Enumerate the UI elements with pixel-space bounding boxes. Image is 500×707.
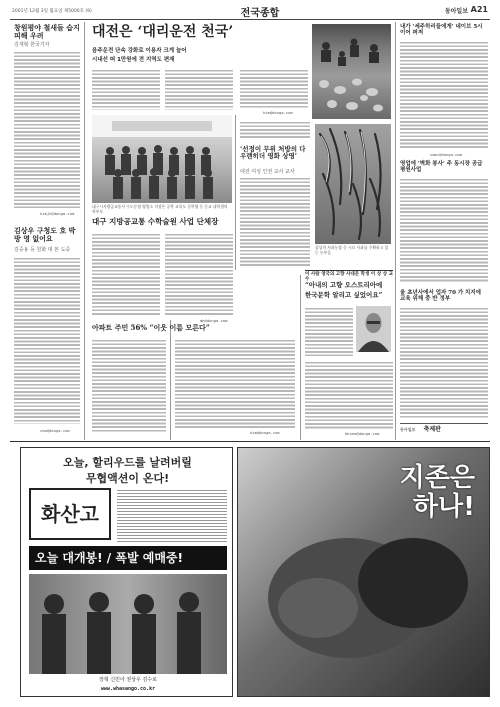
footer-brand: 축제판 (423, 426, 441, 433)
side-email: cmmi@donga.com (430, 152, 463, 157)
column-divider (84, 22, 85, 440)
whasango-ad[interactable] (20, 447, 233, 697)
portrait-art (356, 306, 391, 352)
side-body-3 (400, 306, 488, 418)
apt-headline: 아파트 주민 56% “이웃 이름 모른다” (92, 323, 210, 332)
ad-release-text: 오늘 대개봉! (35, 551, 103, 565)
left-headline-2: 김상우 구청도 호 박 방 영 없어요 (14, 226, 76, 244)
side-headline-1: 내가 ‘세주하리들에게’ 네이브 5시 이어 퍼져 (400, 24, 483, 37)
ad-credits-block (117, 488, 227, 544)
right-headline: ‘선정이 무위 처방의 다우렌히더 영화 상영’ (240, 145, 306, 161)
section-title: 전국종합 (240, 8, 280, 19)
side-body-1 (400, 40, 488, 150)
lead-body-col3 (240, 68, 308, 108)
left-email-2: cmo@donga.com (40, 428, 70, 433)
lead-headline: 대전은 ‘대리운전 천국’ (92, 24, 234, 40)
ad-tagline-1: 오늘, 할리우드를 날려버릴 (63, 456, 192, 469)
ad-cast-art (29, 574, 227, 674)
group-photo-caption: 대구시지방공교통사 수도동영 영업소 지장은 공학 교육도 중학영 등 등교 대학생의 학부모 (92, 204, 228, 214)
lead-email: kim@donga.com (263, 110, 293, 115)
ad-tagline-2: 무협액션이 온다! (85, 472, 170, 485)
interview-label: 이 사람 (305, 272, 320, 277)
lead-subhead-2: 시내선 떠 1만원에 전 지역도 편재 (92, 57, 175, 63)
mid-body-col2 (165, 232, 233, 316)
header-rule (10, 19, 490, 20)
apt-body-col2 (175, 338, 295, 428)
lead-body-col1 (92, 68, 160, 110)
publication-name: 동아일보 (444, 8, 468, 15)
ad-separator (10, 441, 490, 442)
left-body-text (14, 50, 80, 208)
peppers-photo-art (315, 124, 391, 244)
interview-email: bkseo@donga.com (345, 431, 380, 436)
group-photo-art (92, 115, 232, 203)
footer-publisher: 동아일보 (400, 427, 416, 432)
ad-release-banner: 오늘 대개봉! / 폭발 예매중! (29, 546, 227, 570)
left-byline: 김재형 한국기자 (14, 42, 50, 48)
ad-cast-photo (29, 574, 227, 674)
side-footer (400, 423, 488, 437)
interview-body (305, 360, 393, 430)
side-body-2 (400, 177, 488, 282)
column-divider (300, 275, 301, 440)
ad-cast-names: 장혁 신민아 권상우 김수로 (99, 677, 157, 683)
mid-body-col1 (92, 232, 160, 316)
apt-email: kim@donga.com (250, 430, 280, 435)
interview-portrait (356, 306, 391, 352)
left-headline: 창원평야 철새들 습지 피해 우려 (14, 23, 80, 41)
ad-slogan-2: 하나! (412, 491, 475, 522)
ad-reservation-text: 폭발 예매중! (115, 551, 183, 565)
interview-quote-1: “아내의 고향 오스트리아에 (305, 281, 383, 289)
right-byline: 대전 여성 인권 교사 교사 (240, 169, 295, 175)
column-divider (395, 22, 396, 440)
column-divider (170, 320, 171, 440)
harvest-photo (312, 24, 391, 119)
interview-intro (305, 306, 353, 356)
right-body-top (240, 120, 310, 140)
left-body-text-2 (14, 256, 80, 424)
page-header (10, 4, 490, 18)
lead-subhead: 음주운전 단속 강화로 이용자 크게 늘어 (92, 48, 187, 54)
side-headline-2: 영업에 ‘벽화 봉사’ 주 동시장 공급 평원사업 (400, 161, 483, 174)
peppers-photo (315, 124, 391, 244)
lead-body-col2 (165, 68, 233, 110)
column-divider (235, 115, 236, 270)
peppers-caption: 상상의 사과농장 등 시모 사과를 수확하고 있는 농부들 (315, 245, 389, 255)
mid-headline: 대구 지방공교통 수학술원 사업 단체장 (92, 217, 219, 226)
interview-quote-2: 한국문학 알리고 싶었어요” (305, 291, 383, 299)
side-headline-3: 울 초년사에서 업자 70 가 치지에 교육 위해 중 반 정부 (400, 290, 481, 303)
page-number: A21 (470, 5, 488, 14)
left-email: kimjh@donga.com (40, 211, 75, 216)
group-photo (92, 115, 232, 203)
apt-body-col1 (92, 338, 166, 433)
issue-date: 2001년 12월 3일 월요일 제5000호 (9) (12, 9, 92, 14)
left-byline-2: 김중용 등 원화 대 본 도중 (14, 247, 71, 253)
ad-slogan (400, 464, 475, 521)
ad-url[interactable]: www.whasango.co.kr (100, 686, 156, 692)
right-body (240, 176, 310, 266)
ad-slogan-1: 지존은 (399, 463, 475, 493)
jijon-ad[interactable] (237, 447, 490, 697)
harvest-photo-art (312, 24, 391, 119)
mid-email: mh@donga.com (200, 318, 228, 323)
ad-movie-title: 화산고 (29, 488, 111, 540)
interview-title: 영국의 고향 사대문 학생 이 상 상 교수 (305, 272, 394, 283)
